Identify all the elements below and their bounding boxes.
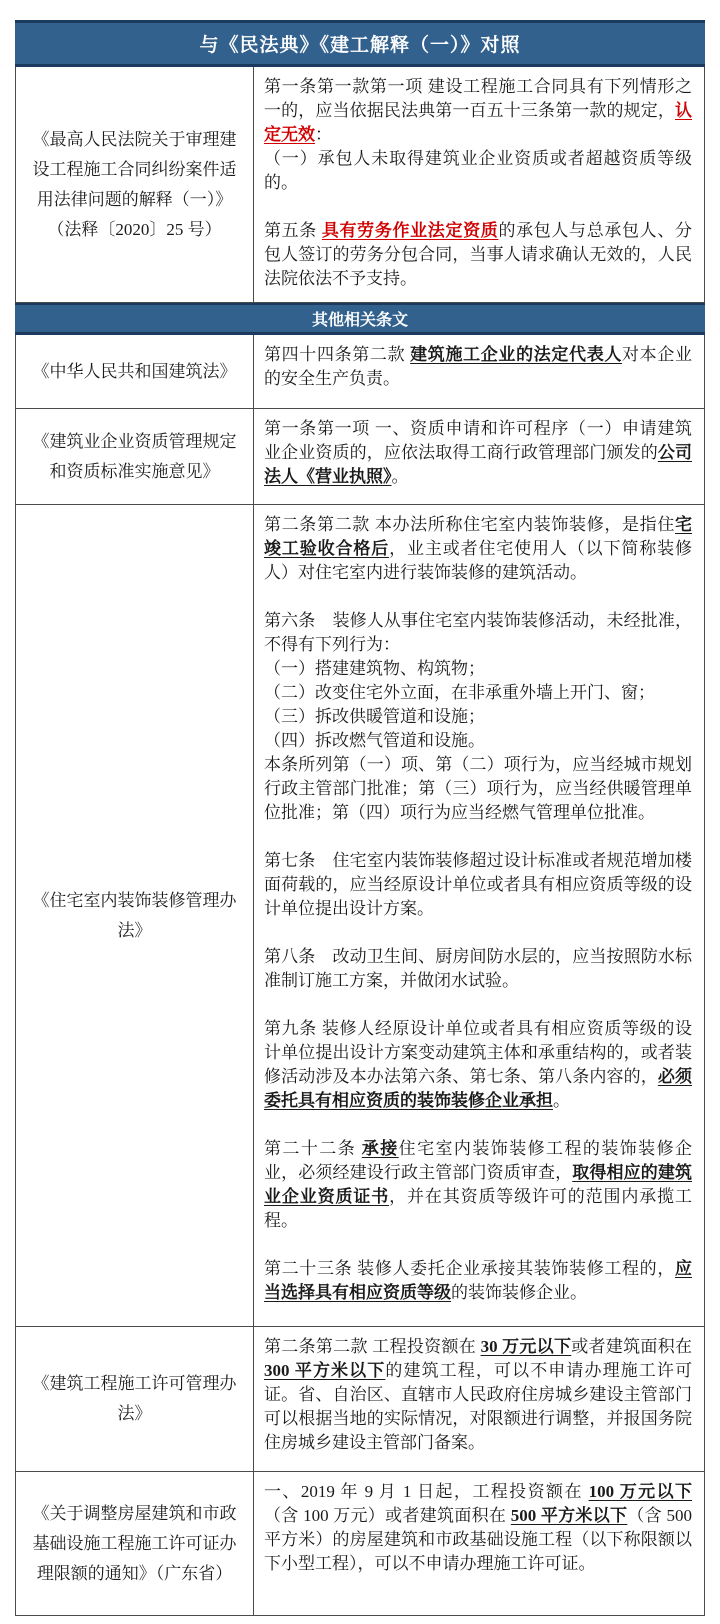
- law-comparison-table: [15, 20, 705, 1616]
- provision-text-cell: [254, 335, 704, 408]
- provision-text-cell: [254, 1472, 704, 1615]
- provision-text: 第一条第一项 一、资质申请和许可程序（一）申请建筑业企业资质的，应依法取得工商行政管理部门颁发的: [264, 419, 692, 462]
- law-title: 《住宅室内装饰装修管理办法》: [32, 890, 237, 940]
- provision-text: 第二十三条 装修人委托企业承接其装饰装修工程的，: [264, 1259, 675, 1278]
- provision-text-cell: [254, 409, 704, 504]
- provision-emphasis: 应当选择具有相应资质等级: [264, 1259, 692, 1302]
- law-title: 《关于调整房屋建筑和市政基础设施工程施工许可证办理限额的通知》（广东省）: [32, 1503, 237, 1583]
- provision-text: 第四十四条第二款: [264, 345, 411, 364]
- provision-text: 的建筑工程，可以不申请办理施工许可证。省、自治区、直辖市人民政府住房城乡建设主管部门可以根据当地的实际情况，对限额进行调整，并报国务院住房城乡建设主管部门备案。: [264, 1361, 693, 1452]
- law-title-cell: [16, 1472, 254, 1615]
- provision-text: 的装饰装修企业。: [451, 1283, 587, 1302]
- law-title: 《最高人民法院关于审理建设工程施工合同纠纷案件适用法律问题的解释（一）》（法释〔2020〕25 号）: [32, 129, 237, 239]
- law-title-cell: [16, 67, 254, 302]
- provision-emphasis: 300 平方米以下: [264, 1361, 386, 1380]
- provision-emphasis: 100 万元以下: [588, 1482, 693, 1501]
- provision-text: （三）拆改供暖管道和设施；: [264, 707, 485, 726]
- provision-text: 或者建筑面积在: [571, 1337, 693, 1356]
- provision-text: （含 100 万元）或者建筑面积在: [264, 1506, 511, 1525]
- provision-text: ，并在其资质等级许可的范围内承揽工程。: [264, 1187, 693, 1230]
- provision-text: ，业主或者住宅使用人（以下简称装修人）对住宅室内进行装饰装修的建筑活动。: [264, 539, 693, 582]
- provision-emphasis: 认定无效: [264, 101, 692, 144]
- provision-text: 第九条 装修人经原设计单位或者具有相应资质等级的设计单位提出设计方案变动建筑主体和承重结构的，或者装修活动涉及本办法第六条、第七条、第八条内容的，: [264, 1019, 692, 1086]
- law-title: 《中华人民共和国建筑法》: [32, 361, 237, 381]
- provision-text: ：: [315, 125, 332, 144]
- provision-text: 第一条第一款第一项 建设工程施工合同具有下列情形之一的，应当依据民法典第一百五十三条第一款的规定，: [264, 77, 692, 120]
- table-row-construction-law: [15, 335, 705, 409]
- table-row-judicial-interpretation: [15, 67, 705, 303]
- table-row-guangdong-notice: [15, 1472, 705, 1616]
- provision-emphasis: 承接: [361, 1139, 399, 1158]
- law-title: 《建筑业企业资质管理规定和资质标准实施意见》: [32, 431, 237, 481]
- law-title: 《建筑工程施工许可管理办法》: [32, 1374, 237, 1423]
- table-row-interior-decoration-measures: [15, 505, 705, 1327]
- provision-emphasis: 建筑施工企业的法定代表人: [410, 345, 623, 364]
- law-title-cell: [16, 1327, 254, 1471]
- table-header-main: 与《民法典》《建工解释（一）》对照: [15, 20, 705, 67]
- law-title-cell: [16, 335, 254, 408]
- provision-text: 本条所列第（一）项、第（二）项行为，应当经城市规划行政主管部门批准；第（三）项行为，应当经供暖管理单位批准；第（四）项行为应当经燃气管理单位批准。: [264, 755, 692, 822]
- table-header-other: 其他相关条文: [15, 303, 705, 335]
- table-row-qualification-rules: [15, 409, 705, 505]
- law-title-cell: [16, 505, 254, 1326]
- law-title-cell: [16, 409, 254, 504]
- provision-text: 对本企业的安全生产负责。: [264, 345, 692, 388]
- provision-emphasis: 宅竣工验收合格后: [264, 515, 692, 558]
- provision-emphasis: 公司法人《营业执照》: [264, 443, 692, 486]
- provision-text: 第七条 住宅室内装饰装修超过设计标准或者规范增加楼面荷载的，应当经原设计单位或者具有相应资质等级的设计单位提出设计方案。: [264, 851, 692, 918]
- provision-text: （二）改变住宅外立面，在非承重外墙上开门、窗；: [264, 683, 655, 702]
- provision-text: 。: [553, 1091, 570, 1110]
- provision-text: 第二条第二款 本办法所称住宅室内装饰装修，是指住: [264, 515, 675, 534]
- provision-text: （一）搭建建筑物、构筑物；: [264, 659, 485, 678]
- provision-text: 住宅室内装饰装修工程的装饰装修企业，必须经建设行政主管部门资质审查，: [264, 1139, 693, 1182]
- provision-emphasis: 具有劳务作业法定资质: [321, 221, 499, 240]
- provision-text: （四）拆改燃气管道和设施。: [264, 731, 485, 750]
- provision-emphasis: 必须委托具有相应资质的装饰装修企业承担: [264, 1067, 692, 1110]
- provision-text-cell: [254, 505, 704, 1326]
- table-row-construction-permit-measures: [15, 1327, 705, 1472]
- provision-emphasis: 500 平方米以下: [510, 1506, 628, 1525]
- provision-emphasis: 取得相应的建筑业企业资质证书: [264, 1163, 692, 1206]
- provision-emphasis: 30 万元以下: [480, 1337, 572, 1356]
- provision-text: 第五条: [264, 221, 322, 240]
- provision-text-cell: [254, 1327, 704, 1471]
- provision-text: 第二十二条: [264, 1139, 362, 1158]
- provision-text: （含 500 平方米）的房屋建筑和市政基础设施工程（以下称限额以下小型工程），可以不申请办理施工许可证。: [264, 1506, 693, 1573]
- provision-text: 。: [391, 467, 409, 486]
- provision-text: （一）承包人未取得建筑业企业资质或者超越资质等级的。: [264, 149, 692, 192]
- provision-text: 的承包人与总承包人、分包人签订的劳务分包合同，当事人请求确认无效的，人民法院依法不予支持。: [264, 221, 692, 288]
- provision-text: 第二条第二款 工程投资额在: [264, 1337, 481, 1356]
- provision-text: 一、2019 年 9 月 1 日起，工程投资额在: [264, 1482, 589, 1501]
- provision-text: 第六条 装修人从事住宅室内装饰装修活动，未经批准，不得有下列行为：: [264, 611, 692, 654]
- provision-text: 第八条 改动卫生间、厨房间防水层的，应当按照防水标准制订施工方案，并做闭水试验。: [264, 947, 692, 990]
- provision-text-cell: [254, 67, 704, 302]
